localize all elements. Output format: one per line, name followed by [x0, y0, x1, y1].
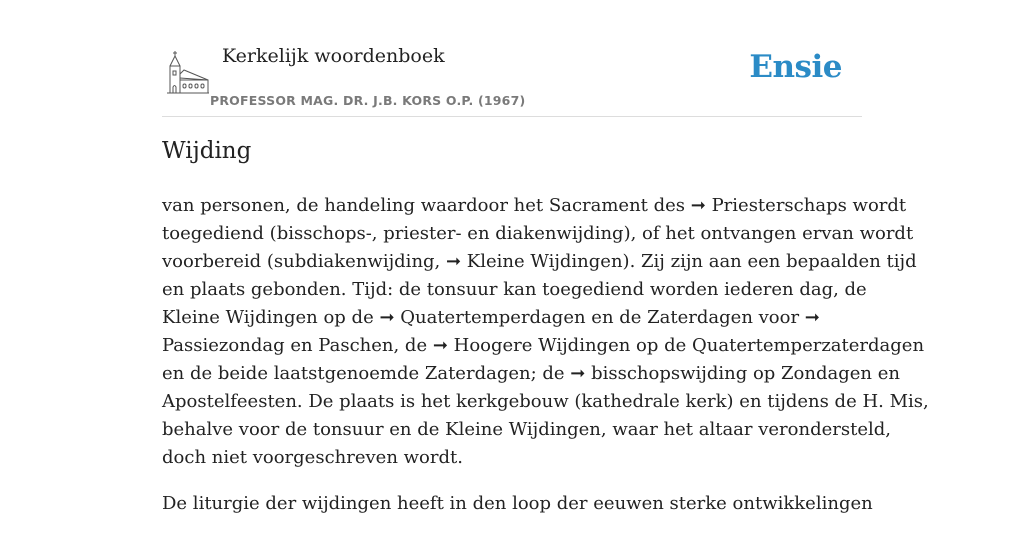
paragraph-line: van personen, de handeling waardoor het Sacrament des ➞ Priesterschaps wordt: [162, 195, 907, 216]
paragraph-line: De liturgie der wijdingen heeft in den loop der eeuwen sterke ontwikkelingen: [162, 493, 873, 514]
entry-body: [162, 192, 929, 536]
article-page: [162, 0, 929, 514]
paragraph-line: behalve voor de tonsuur en de Kleine Wijdingen, waar het altaar verondersteld,: [162, 419, 891, 440]
paragraph-line: doch niet voorgeschreven wordt.: [162, 447, 463, 468]
paragraph-line: Passiezondag en Paschen, de ➞ Hoogere Wijdingen op de Quatertemperzaterdagen: [162, 335, 925, 356]
book-title[interactable]: Kerkelijk woordenboek: [222, 45, 445, 67]
paragraph-line: toegediend (bisschops-, priester- en diakenwijding), of het ontvangen ervan wordt: [162, 223, 914, 244]
paragraph-line: Apostelfeesten. De plaats is het kerkgebouw (kathedrale kerk) en tijdens de H. Mis,: [162, 391, 929, 412]
paragraph-line: en de beide laatstgenoemde Zaterdagen; de ➞ bisschopswijding op Zondagen en: [162, 363, 900, 384]
ensie-logo[interactable]: Ensie: [749, 49, 842, 85]
paragraph-line: Kleine Wijdingen op de ➞ Quatertemperdagen en de Zaterdagen voor ➞: [162, 307, 820, 328]
entry-title: Wijding: [162, 138, 252, 164]
paragraph-line: en plaats gebonden. Tijd: de tonsuur kan toegediend worden iederen dag, de: [162, 279, 867, 300]
church-icon: [166, 50, 210, 96]
book-author: PROFESSOR MAG. DR. J.B. KORS O.P. (1967): [210, 93, 526, 108]
entry-paragraph-1: [162, 192, 929, 472]
paragraph-line: voorbereid (subdiakenwijding, ➞ Kleine Wijdingen). Zij zijn aan een bepaalden tijd: [162, 251, 917, 272]
book-header: [162, 0, 862, 117]
entry-paragraph-2: [162, 490, 874, 518]
